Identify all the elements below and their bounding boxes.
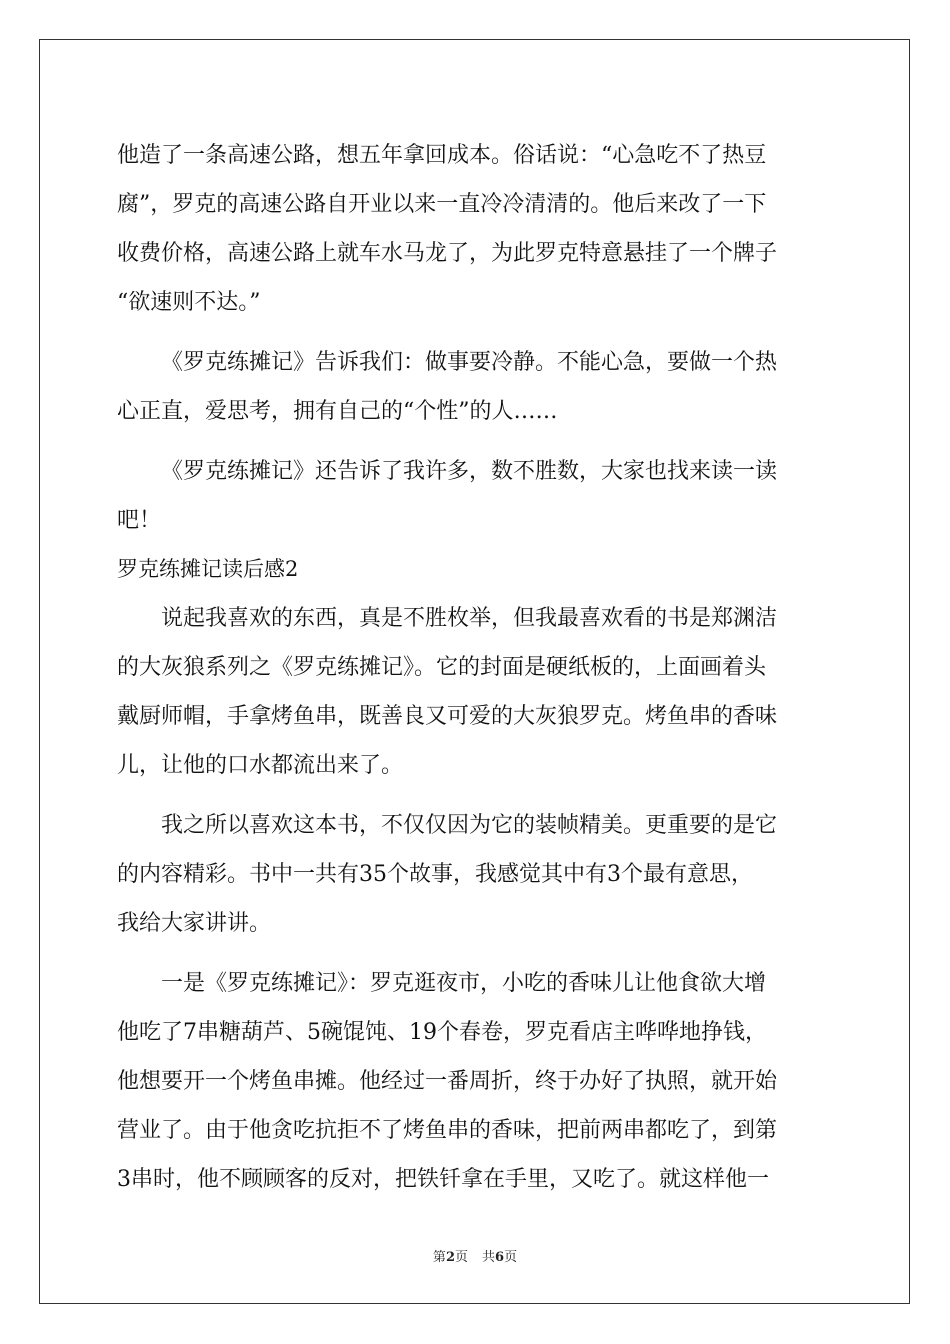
text-line: 他想要开一个烤鱼串摊。他经过一番周折，终于办好了执照，就开始 (117, 1069, 778, 1094)
text-line: 我之所以喜欢这本书，不仅仅因为它的装帧精美。更重要的是它 (161, 813, 778, 838)
text-line: 他吃了7串糖葫芦、5碗馄饨、19个春卷，罗克看店主哗哗地挣钱， (117, 1020, 767, 1045)
text-line: 一是《罗克练摊记》：罗克逛夜市，小吃的香味儿让他食欲大增 (161, 971, 767, 996)
paragraph (117, 959, 831, 1204)
text-line: 腐”，罗克的高速公路自开业以来一直冷冷清清的。他后来改了一下 (117, 192, 767, 217)
text-line: 3串时，他不顾顾客的反对，把铁钎拿在手里，又吃了。就这样他一 (117, 1167, 769, 1192)
section-heading: 罗克练摊记读后感2 (117, 557, 299, 581)
text-line: 儿，让他的口水都流出来了。 (117, 753, 404, 778)
paragraph (117, 801, 831, 948)
text-line: 的内容精彩。书中一共有35个故事，我感觉其中有3个最有意思， (117, 862, 753, 887)
text-line: 戴厨师帽，手拿烤鱼串，既善良又可爱的大灰狼罗克。烤鱼串的香味 (117, 704, 778, 729)
text-line: 说起我喜欢的东西，真是不胜枚举，但我最喜欢看的书是郑渊洁 (161, 606, 778, 631)
text-line: 营业了。由于他贪吃抗拒不了烤鱼串的香味，把前两串都吃了，到第 (117, 1118, 778, 1143)
document-body (117, 131, 831, 1204)
text-line: 收费价格，高速公路上就车水马龙了，为此罗克特意悬挂了一个牌子 (117, 241, 778, 266)
paragraph (117, 338, 831, 436)
text-line: 心正直，爱思考，拥有自己的“个性”的人…… (117, 399, 558, 424)
paragraph (117, 447, 831, 545)
paragraph (117, 594, 831, 790)
page-prefix: 第 (432, 1250, 446, 1265)
paragraph (117, 131, 831, 327)
total-prefix: 共 (482, 1250, 496, 1265)
text-line: 《罗克练摊记》告诉我们：做事要冷静。不能心急，要做一个热 (161, 350, 778, 375)
total-pages: 6 (495, 1250, 505, 1265)
text-line: 的大灰狼系列之《罗克练摊记》。它的封面是硬纸板的，上面画着头 (117, 655, 767, 680)
text-line: 《罗克练摊记》还告诉了我许多，数不胜数，大家也找来读一读 (161, 459, 778, 484)
page-number: 2 (445, 1250, 455, 1265)
text-line: 他造了一条高速公路，想五年拿回成本。俗话说：“心急吃不了热豆 (117, 143, 767, 168)
text-line: “欲速则不达。” (117, 290, 261, 315)
text-line: 我给大家讲讲。 (117, 911, 272, 936)
total-suffix: 页 (504, 1250, 518, 1265)
text-line: 吧！ (117, 508, 162, 533)
page-suffix: 页 (454, 1250, 468, 1265)
page-footer (0, 1246, 950, 1265)
